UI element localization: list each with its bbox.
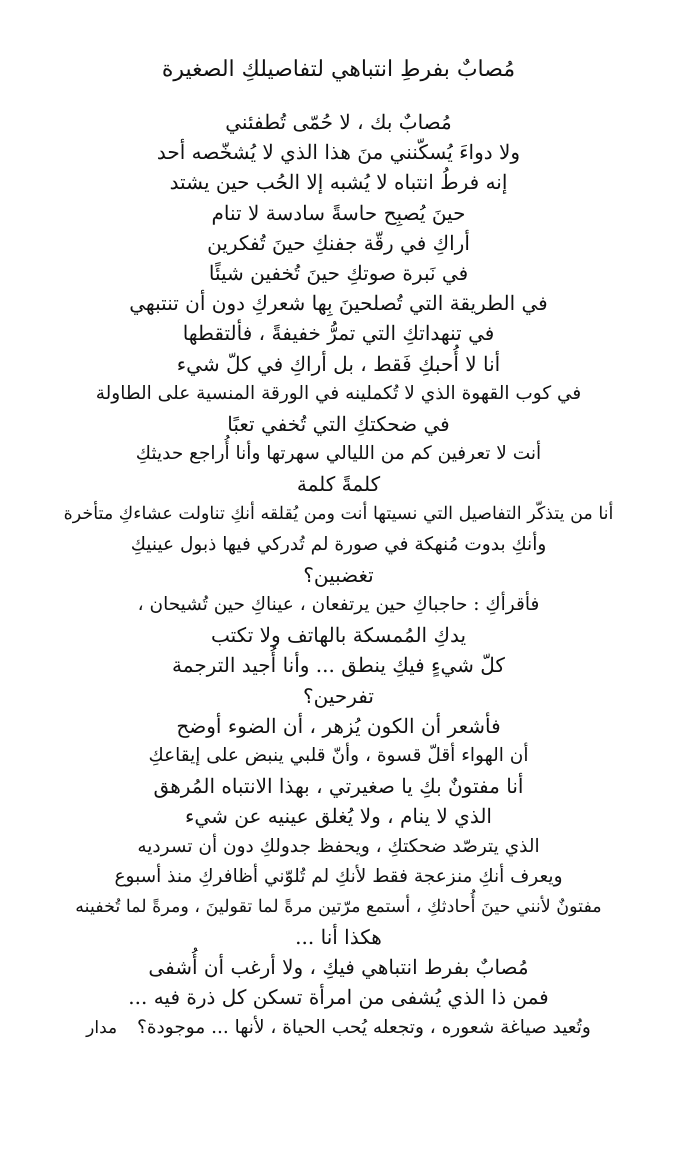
poem-line: أن الهواء أقلّ قسوة ، وأنّ قلبي ينبض على إيقاعكِ [148,744,529,766]
poem-line: وأنكِ بدوت مُنهكة في صورة لم تُدركي فيها ذبول عينيكِ [130,533,547,555]
poem-line: كلّ شيءٍ فيكِ ينطق ... وأنا أُجيد الترجمة [172,653,505,678]
poem-line: فمن ذا الذي يُشفى من امرأة تسكن كل ذرة فيه ... [128,985,549,1010]
poem-line: ولا دواءَ يُسكّنني منَ هذا الذي لا يُشخّصه أحد [156,140,521,165]
poem-line: مُصابٌ بك ، لا حُمّى تُطفئني [225,110,452,134]
poem-line: في الطريقة التي تُصلحينَ بِها شعركِ دون أن تنتبهي [129,291,548,316]
poem-line: في ضحكتكِ التي تُخفي تعبًا [227,411,450,436]
poem-line: الذي يترصّد ضحكتكِ ، ويحفظ جدولكِ دون أن تسرديه [137,835,540,857]
poem-line: فأقرأكِ : حاجباكِ حين يرتفعان ، عيناكِ حين تُشيحان ، [137,594,540,615]
poem-line: أنا مفتونٌ بكِ يا صغيرتي ، بهذا الانتباه المُرهق [153,774,524,799]
poem-line: أراكِ في رقّة جفنكِ حينَ تُفكرين [207,230,470,255]
poem-line: هكذا أنا ... [295,925,382,950]
poem-line: كلمةً كلمة [296,472,381,497]
poem-line: مفتونٌ لأنني حينَ أُحادثكِ ، أستمع مرّتين مرةً لما تقولينَ ، ومرةً لما تُخفينه [75,896,602,917]
poem-line: مُصابٌ بفرط انتباهي فيكِ ، ولا أرغب أن أُشفى [148,955,529,980]
poem-line: في تنهداتكِ التي تمرُّ خفيفةً ، فألتقطها [182,321,495,346]
poem-line: فأشعر أن الكون يُزهر ، أن الضوء أوضح [176,713,501,738]
poem-line: الذي لا ينام ، ولا يُغلق عينيه عن شيء [185,804,492,829]
poem-line: يدكِ المُمسكة بالهاتف ولا تكتب [210,623,467,648]
poem-line: في كوب القهوة الذي لا تُكملينه في الورقة المنسية على الطاولة [95,382,582,404]
poem-body [20,107,657,1043]
poem-line: تفرحين؟ [303,683,374,708]
poem-line: أنا لا أُحبكِ فَقط ، بل أراكِ في كلّ شيء [176,351,501,376]
poem-line: أنا من يتذكّر التفاصيل التي نسيتها أنت ومن يُقلقه أنكِ تناولت عشاءكِ متأخرة [63,504,614,525]
poem-line: في نَبرة صوتكِ حينَ تُخفين شيئًا [208,260,469,285]
author-signature: مدار [86,1017,118,1038]
poem-line: أنت لا تعرفين كم من الليالي سهرتها وأنا أُراجع حديثكِ [135,443,542,465]
poem-title: مُصابٌ بفرطِ انتباهي لتفاصيلكِ الصغيرة [161,57,516,82]
poem-line-final [20,1013,657,1043]
poem-line: وتُعيد صياغة شعوره ، وتجعله يُحب الحياة ، لأنها ... موجودة؟ [137,1016,591,1038]
poem-line: ويعرف أنكِ منزعجة فقط لأنكِ لم تُلوّني أظافركِ منذ أسبوع [114,865,563,887]
poem-line: تغضبين؟ [303,562,374,587]
poem-line: حينَ يُصبِح حاسةً سادسة لا تنام [211,200,466,225]
poem-line: إنه فرطُ انتباه لا يُشبه إلا الحُب حين يشتد [169,170,508,195]
